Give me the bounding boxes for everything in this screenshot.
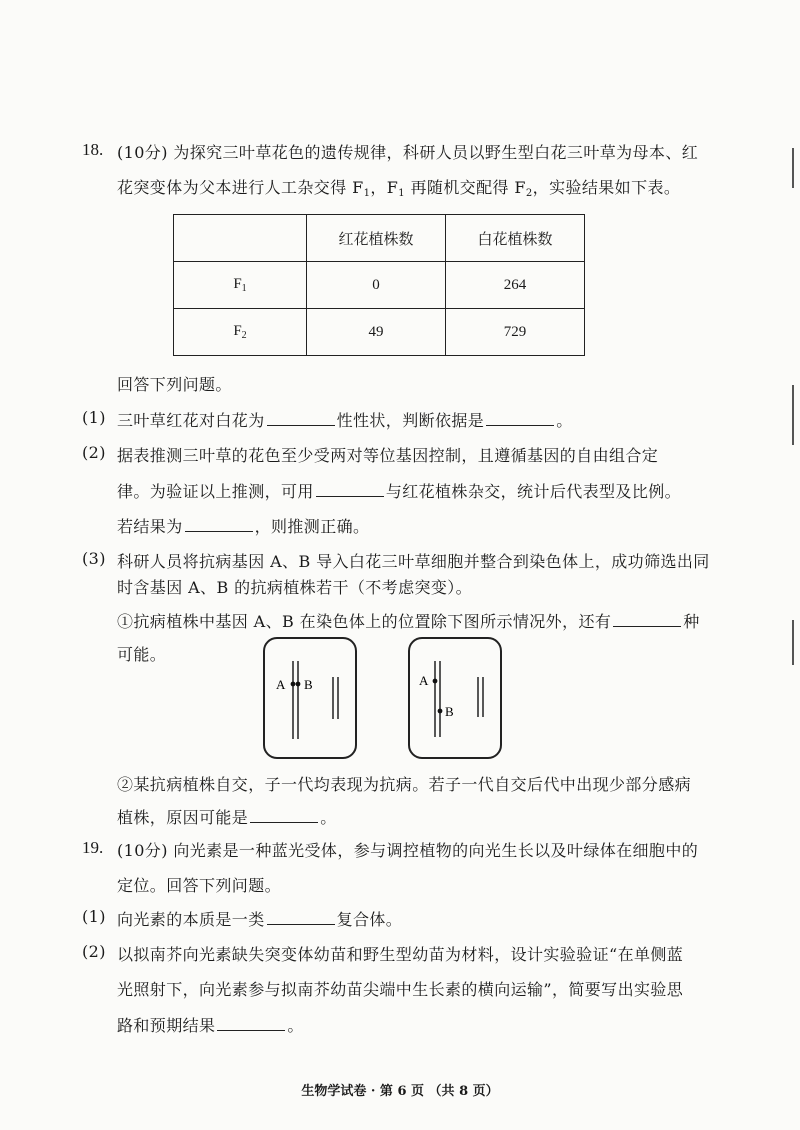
gene-label-b: B (304, 677, 313, 692)
q19-part1-number: (1) (82, 907, 106, 926)
q19-part1-b: 复合体。 (336, 910, 403, 929)
row-label-f2 (174, 309, 307, 356)
row-label-f1 (174, 262, 307, 309)
q18-part3-i-b: 种 (683, 612, 700, 631)
answer-blank[interactable] (267, 910, 335, 925)
q18-part2-line3-b: ，则推测正确。 (254, 517, 370, 536)
q18-part2-number: (2) (82, 443, 106, 462)
q19-part2-line3-a: 路和预期结果 (117, 1016, 216, 1035)
table-header-cell: 白花植株数 (446, 215, 585, 262)
gene-label-a: A (419, 673, 429, 688)
q18-part3-ii-line2-b: 。 (320, 808, 337, 827)
answer-intro: 回答下列问题。 (117, 375, 232, 394)
q18-part2-line2-b: 与红花植株杂交，统计后代表型及比例。 (385, 482, 682, 501)
q19-part2-line3 (117, 1013, 304, 1036)
subscript: 1 (363, 188, 371, 199)
q19-stem-line2: 定位。回答下列问题。 (117, 876, 282, 895)
chromosome-diagram-right (410, 639, 500, 757)
table-cell: 49 (307, 309, 446, 356)
gene-locus-a (291, 682, 296, 687)
row-label-text: F (233, 323, 242, 339)
margin-mark (792, 385, 794, 445)
gene-label-b: B (445, 704, 454, 719)
q18-part3-ii-line2-a: 植株，原因可能是 (117, 808, 249, 827)
answer-blank[interactable] (185, 517, 253, 532)
margin-mark (792, 620, 794, 665)
q19-part2-line2: 光照射下，向光素参与拟南芥幼苗尖端中生长素的横向运输”，简要写出实验思 (117, 980, 684, 999)
page-footer: 生物学试卷 · 第 6 页 （共 8 页） (301, 1084, 499, 1099)
q19-part1 (117, 907, 402, 930)
answer-blank[interactable] (486, 411, 554, 426)
answer-blank[interactable] (267, 411, 335, 426)
q18-part3-ii-line1: ②某抗病植株自交，子一代均表现为抗病。若子一代自交后代中出现少部分感病 (117, 775, 692, 794)
q18-stem-line2 (117, 175, 680, 199)
table-cell: 264 (446, 262, 585, 309)
subscript: 2 (525, 188, 533, 199)
q18-part1-number: (1) (82, 408, 106, 427)
q18-part3-ii-line2 (117, 805, 337, 828)
row-label-text: F (233, 276, 242, 292)
answer-blank[interactable] (316, 482, 384, 497)
table-header-cell: 红花植株数 (307, 215, 446, 262)
q18-part3-line2: 时含基因 A、B 的抗病植株若干（不考虑突变）。 (117, 578, 473, 597)
table-header-row (174, 215, 585, 262)
q19-part2-number: (2) (82, 942, 106, 961)
q18-part1-a: 三叶草红花对白花为 (117, 411, 265, 430)
q18-part1-c: 。 (556, 411, 573, 430)
q18-part2-line2-a: 律。为验证以上推测，可用 (117, 482, 314, 501)
q19-part2-line3-b: 。 (287, 1016, 304, 1035)
q18-part2-line3 (117, 514, 369, 537)
q18-stem-line2-b: ，F (370, 178, 399, 197)
table-cell: 729 (446, 309, 585, 356)
question-18-number: 18. (82, 140, 104, 159)
results-table (173, 214, 585, 356)
q19-part1-a: 向光素的本质是一类 (117, 910, 265, 929)
q19-part2-line1: 以拟南芥向光素缺失突变体幼苗和野生型幼苗为材料，设计实验验证“在单侧蓝 (117, 945, 684, 964)
q18-part3-i-line2: 可能。 (117, 645, 167, 664)
q18-part1-b: 性性状，判断依据是 (336, 411, 485, 430)
q18-stem-line1: (10分) 为探究三叶草花色的遗传规律，科研人员以野生型白花三叶草为母本、红 (117, 143, 699, 162)
q18-part3-i (117, 609, 700, 632)
q18-stem-line2-d: ，实验结果如下表。 (532, 178, 681, 197)
chromosome-figure-left (263, 637, 357, 759)
q18-part2-line2 (117, 479, 681, 502)
answer-blank[interactable] (613, 612, 681, 627)
q18-part3-number: (3) (82, 549, 106, 568)
table-cell: 0 (307, 262, 446, 309)
gene-locus-a (433, 679, 438, 684)
q18-part1 (117, 408, 573, 431)
table-row (174, 309, 585, 356)
q18-part3-i-a: ①抗病植株中基因 A、B 在染色体上的位置除下图所示情况外，还有 (117, 612, 612, 631)
subscript: 2 (241, 330, 247, 341)
table-row (174, 262, 585, 309)
answer-blank[interactable] (217, 1016, 285, 1031)
gene-label-a: A (276, 677, 286, 692)
q19-stem-line1: (10分) 向光素是一种蓝光受体，参与调控植物的向光生长以及叶绿体在细胞中的 (117, 841, 699, 860)
q18-part2-line1: 据表推测三叶草的花色至少受两对等位基因控制，且遵循基因的自由组合定 (117, 446, 659, 465)
answer-blank[interactable] (250, 808, 318, 823)
chromosome-diagram-left (265, 639, 355, 757)
q18-part2-line3-a: 若结果为 (117, 517, 183, 536)
margin-mark (792, 148, 794, 188)
chromosome-figure-right (408, 637, 502, 759)
subscript: 1 (241, 283, 247, 294)
table-header-cell (174, 215, 307, 262)
subscript: 1 (398, 188, 406, 199)
gene-locus-b (438, 709, 443, 714)
gene-locus-b (296, 682, 301, 687)
q18-part3-line1: 科研人员将抗病基因 A、B 导入白花三叶草细胞并整合到染色体上，成功筛选出同 (117, 552, 710, 571)
q18-stem-line2-c: 再随机交配得 F (405, 178, 526, 197)
question-19-number: 19. (82, 838, 104, 857)
q18-stem-line2-a: 花突变体为父本进行人工杂交得 F (117, 178, 364, 197)
